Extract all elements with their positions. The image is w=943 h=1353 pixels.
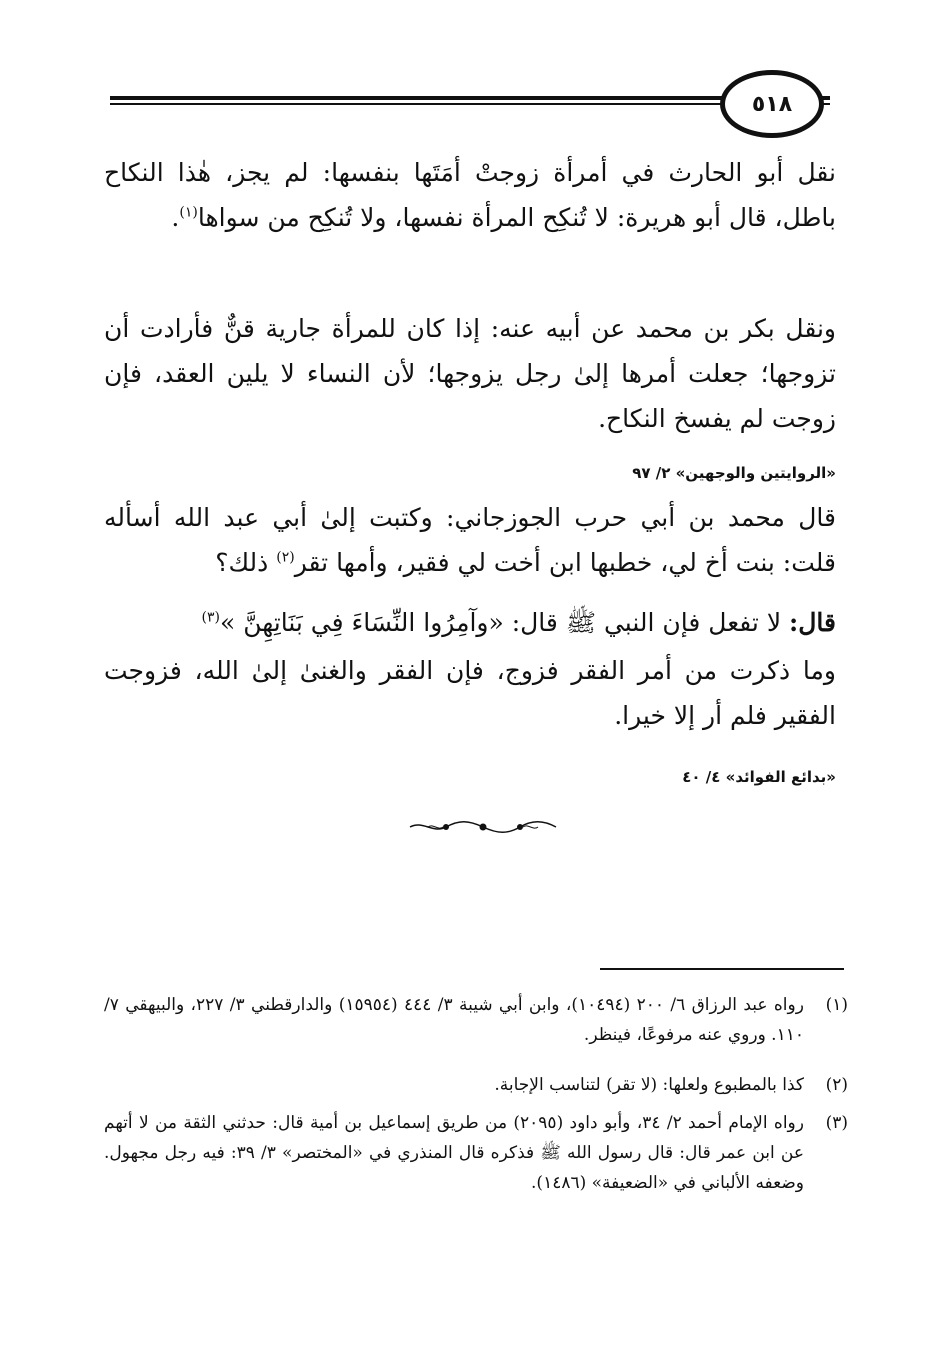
source-citation-2: «بدائع الفوائد» ٤/ ٤٠ <box>682 768 836 786</box>
section-divider-ornament <box>408 820 558 834</box>
footnote-3-text: رواه الإمام أحمد ٢/ ٣٤، وأبو داود (٢٠٩٥) من طريق إسماعيل بن أمية قال: حدثني الثقة من لا أتهم عن ابن عمر قال: قال رسول الله ﷺ فذكره قال المنذري في «المختصر» ٣/ ٣٩: فيه رجل مجهول. وضعفه الألباني في «الضعيفة» (١٤٨٦). <box>104 1113 804 1193</box>
page-number: ٥١٨ <box>720 70 824 138</box>
footnote-3 <box>104 1108 848 1198</box>
footnote-separator <box>600 968 844 970</box>
footnote-1 <box>104 990 848 1050</box>
paragraph-2-text: ونقل بكر بن محمد عن أبيه عنه: إذا كان للمرأة جارية قنٌّ فأرادت أن تزوجها؛ جعلت أمرها إلىٰ رجل يزوجها؛ لأن النساء لا يلين العقد، فإن زوجت لم يفسخ النكاح. <box>104 314 836 433</box>
paragraph-1 <box>104 150 836 240</box>
footnote-ref-2[interactable]: (٢) <box>276 549 295 566</box>
footnote-ref-3[interactable]: (٣) <box>201 609 220 626</box>
paragraph-1-text: نقل أبو الحارث في أمرأة زوجتْ أمَتَها بنفسها: لم يجز، هٰذا النكاح باطل، قال أبو هريرة: لا تُنكِح المرأة نفسها، ولا تُنكِح من سواها <box>104 158 836 232</box>
qala-label: قال: <box>789 608 836 637</box>
footnote-3-number: (٣) <box>825 1113 848 1133</box>
paragraph-3 <box>104 495 836 585</box>
footnote-1-text: رواه عبد الرزاق ٦/ ٢٠٠ (١٠٤٩٤)، وابن أبي شيبة ٣/ ٤٤٤ (١٥٩٥٤) والدارقطني ٣/ ٢٢٧، والبيهقي ٧/ ١١٠. وروي عنه مرفوعًا، فينظر. <box>104 995 804 1045</box>
period: . <box>171 203 180 232</box>
footnote-ref-1[interactable]: (١) <box>179 204 198 221</box>
paragraph-5-text: وما ذكرت من أمر الفقر فزوج، فإن الفقر والغنىٰ إلىٰ الله، فزوجت الفقير فلم أر إلا خيرا. <box>104 656 836 730</box>
footnote-2 <box>104 1070 848 1100</box>
paragraph-3-end: ذلك؟ <box>215 548 277 577</box>
paragraph-3-text: قال محمد بن أبي حرب الجوزجاني: وكتبت إلىٰ أبي عبد الله أسأله قلت: بنت أخ لي، خطبها ابن أخت لي فقير، وأمها تقر <box>104 503 836 577</box>
footnote-1-number: (١) <box>825 995 848 1015</box>
footnote-2-number: (٢) <box>825 1075 848 1095</box>
paragraph-2 <box>104 306 836 441</box>
paragraph-4 <box>104 600 836 645</box>
footnote-2-text: كذا بالمطبوع ولعلها: (لا تقر) لتناسب الإجابة. <box>494 1075 804 1095</box>
source-citation-1: «الروايتين والوجهين» ٢/ ٩٧ <box>632 464 836 482</box>
paragraph-4-text: لا تفعل فإن النبي ﷺ قال: «وآمِرُوا النِّسَاءَ فِي بَنَاتِهِنَّ » <box>219 608 790 637</box>
paragraph-5 <box>104 648 836 738</box>
